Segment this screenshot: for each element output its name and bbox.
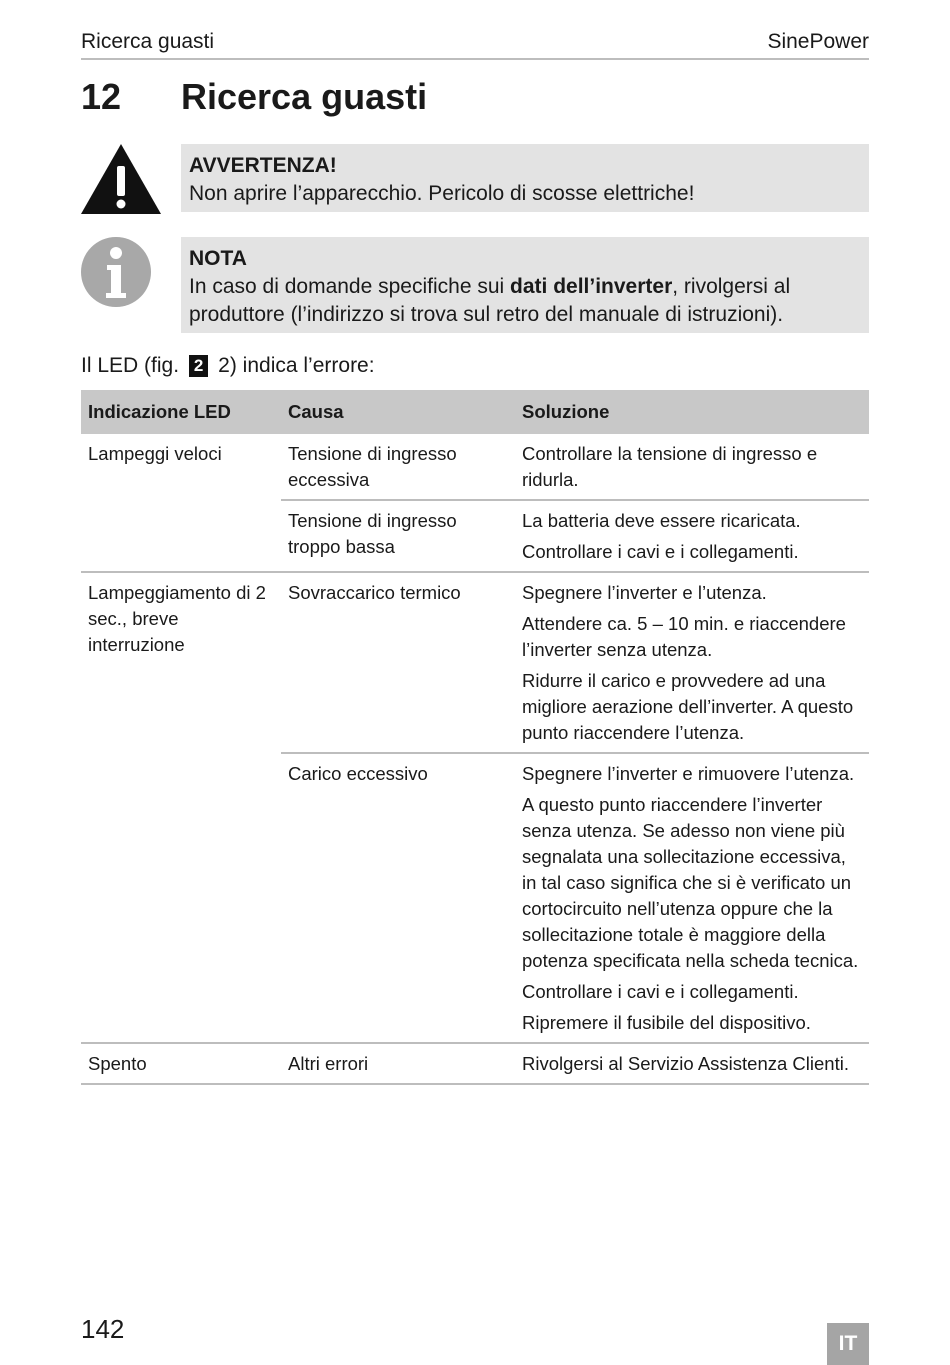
- led-cell: [81, 753, 281, 1043]
- led-cell: Spento: [81, 1043, 281, 1084]
- warning-triangle-icon: [81, 144, 161, 214]
- chapter-title: Ricerca guasti: [181, 76, 428, 117]
- solution-text: Controllare i cavi e i collegamenti.: [522, 541, 799, 562]
- led-cell: [81, 500, 281, 572]
- led-cell: Lampeggiamento di 2 sec., breve interruzione: [81, 572, 281, 753]
- solution-cell: [515, 1043, 869, 1084]
- note-box: [181, 237, 869, 333]
- chapter-number: 12: [81, 76, 122, 117]
- language-tab: IT: [827, 1323, 869, 1365]
- running-header: [81, 30, 869, 60]
- table-row: [81, 572, 869, 753]
- note-text-bold: dati dell’inverter: [510, 275, 673, 298]
- column-header: Indicazione LED: [81, 390, 281, 434]
- table-row: [81, 753, 869, 1043]
- column-header: Causa: [281, 390, 515, 434]
- cause-cell: Altri errori: [281, 1043, 515, 1084]
- intro-text: Il LED (fig.: [81, 354, 185, 377]
- led-cell: Lampeggi veloci: [88, 443, 222, 464]
- note-label: NOTA: [189, 247, 247, 270]
- troubleshooting-table: [81, 390, 869, 1085]
- note-text: [189, 273, 859, 329]
- solution-text: Spegnere l’inverter e l’utenza.: [522, 582, 767, 603]
- cause-cell: Carico eccessivo: [281, 753, 515, 1043]
- figure-badge: 2: [189, 355, 208, 377]
- solution-text: Controllare la tensione di ingresso e ridurla.: [522, 443, 818, 490]
- warning-box: [181, 144, 869, 212]
- solution-cell: [515, 753, 869, 1043]
- table-row: [81, 500, 869, 572]
- chapter-heading: [81, 76, 427, 118]
- info-icon: [81, 237, 151, 307]
- solution-text: Spegnere l’inverter e rimuovere l’utenza.: [522, 763, 855, 784]
- header-product-name: SinePower: [767, 30, 869, 53]
- solution-text: Attendere ca. 5 – 10 min. e riaccendere l’inverter senza utenza.: [522, 613, 846, 660]
- solution-text: Ridurre il carico e provvedere ad una migliore aerazione dell’inverter. A questo punto riaccendere l’utenza.: [522, 670, 854, 743]
- solution-text: Ripremere il fusibile del dispositivo.: [522, 1012, 811, 1033]
- solution-cell: [515, 434, 869, 500]
- solution-text: La batteria deve essere ricaricata.: [522, 510, 801, 531]
- table-row: [81, 1043, 869, 1084]
- warning-label: AVVERTENZA!: [189, 154, 337, 177]
- intro-text: 2) indica l’errore:: [212, 354, 375, 377]
- cause-cell: Tensione di ingresso troppo bassa: [281, 500, 515, 572]
- note-text-part: , rivolgersi al produttore (l’indirizzo si trova sul retro del manuale di istruzioni).: [189, 275, 791, 326]
- solution-text: A questo punto riaccendere l’inverter senza utenza. Se adesso non viene più segnalata una sollecitazione eccessiva, in tal caso significa che si è verificato un cortocircuito nell’utenza oppure che la sollecitazione totale è maggiore della potenza specificata nella scheda tecnica.: [522, 794, 859, 971]
- table-row: [81, 434, 869, 500]
- note-text-part: In caso di domande specifiche sui: [189, 275, 511, 298]
- cause-cell: Sovraccarico termico: [281, 572, 515, 753]
- table-header-row: [81, 390, 869, 434]
- solution-text: Controllare i cavi e i collegamenti.: [522, 981, 799, 1002]
- intro-line: [81, 352, 375, 380]
- solution-text: Rivolgersi al Servizio Assistenza Clienti.: [522, 1053, 849, 1074]
- header-section-title: Ricerca guasti: [81, 30, 215, 53]
- cause-cell: Tensione di ingresso eccessiva: [288, 443, 457, 490]
- solution-cell: [515, 572, 869, 753]
- warning-text: Non aprire l’apparecchio. Pericolo di scosse elettriche!: [189, 182, 695, 205]
- column-header: Soluzione: [515, 390, 869, 434]
- solution-cell: [515, 500, 869, 572]
- page-number: 142: [81, 1314, 125, 1344]
